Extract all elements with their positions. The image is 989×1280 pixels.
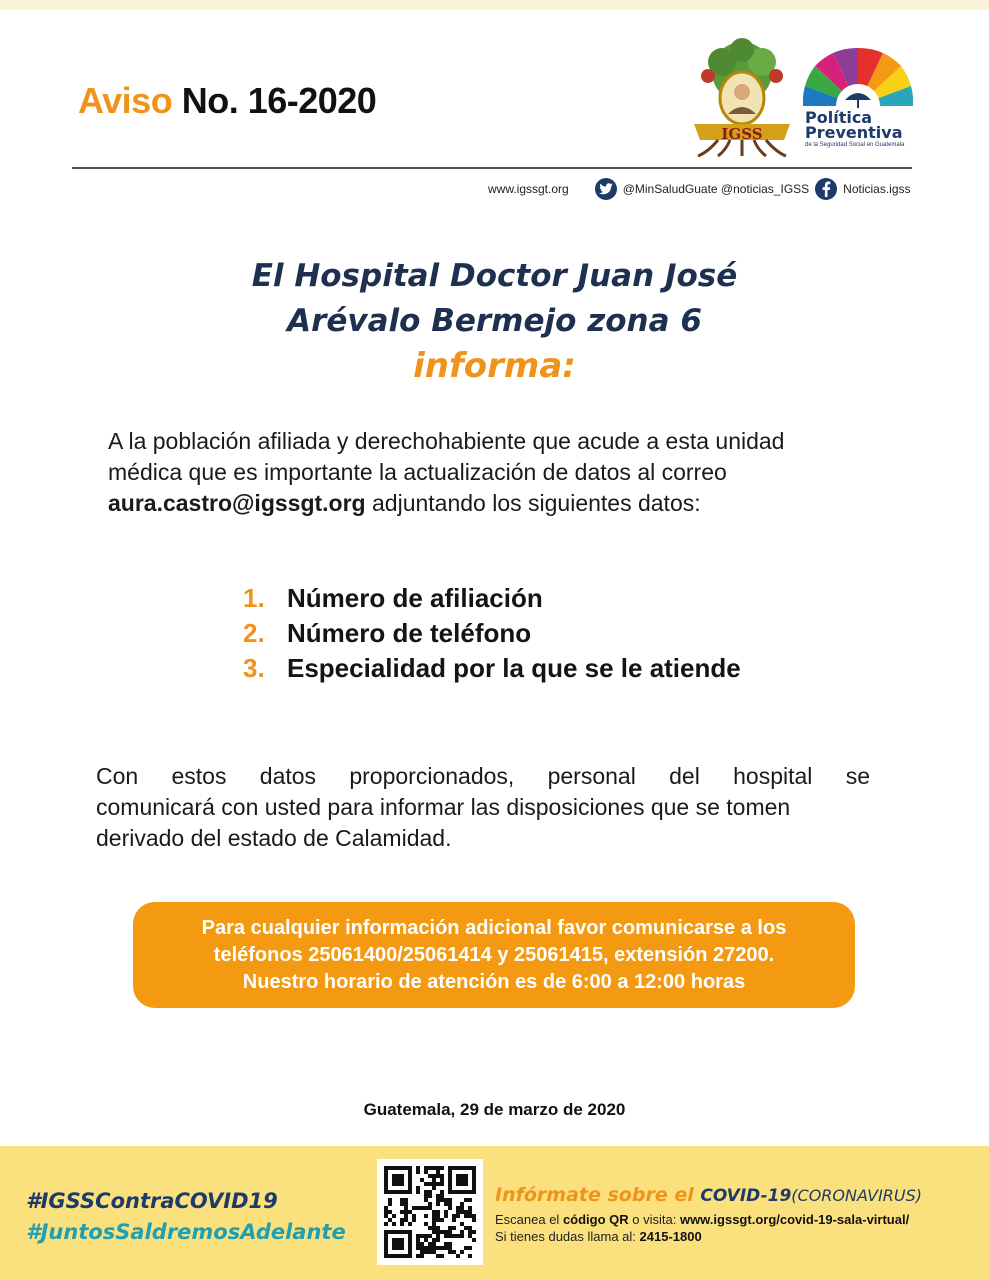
footer-title-part1: Infórmate sobre el: [495, 1184, 701, 1206]
footer-phone-line: [495, 1229, 702, 1244]
footer-phone-number[interactable]: 2415-1800: [639, 1229, 702, 1244]
info-line-1: Para cualquier información adicional favor comunicarse a los: [201, 917, 787, 939]
closing-line-3: derivado del estado de Calamidad.: [96, 825, 452, 851]
twitter-icon: [595, 178, 617, 200]
igss-logo: [688, 36, 796, 158]
info-line-2: teléfonos 25061400/25061414 y 25061415, extensión 27200.: [213, 944, 775, 966]
footer-title: [495, 1184, 922, 1206]
list-item-text: Número de teléfono: [287, 618, 532, 648]
pp-logo-title: [805, 110, 903, 140]
scan-prefix: Escanea el: [495, 1212, 563, 1227]
intro-line-1: A la población afiliada y derechohabiente que acude a esta unidad: [108, 428, 785, 454]
list-item-number: 3.: [243, 653, 265, 683]
date-line: Guatemala, 29 de marzo de 2020: [363, 1100, 626, 1119]
list-item: [243, 618, 741, 653]
list-item-number: 2.: [243, 618, 265, 648]
closing-paragraph: [96, 761, 870, 854]
footer-title-coronavirus: (CORONAVIRUS): [791, 1186, 923, 1205]
info-line-3: Nuestro horario de atención es de 6:00 a 12:00 horas: [242, 971, 746, 993]
closing-line-2: comunicará con usted para informar las disposiciones que se tomen: [96, 794, 791, 820]
intro-line-3: [108, 488, 898, 519]
scan-mid: o visita:: [628, 1212, 680, 1227]
footer-scan-line: [495, 1212, 909, 1227]
pp-logo-line2: Preventiva: [805, 123, 903, 142]
header-divider: [72, 167, 912, 169]
footer-title-covid: COVID-19: [700, 1186, 792, 1206]
footer-url-link[interactable]: www.igssgt.org/covid-19-sala-virtual/: [679, 1212, 910, 1227]
hashtag-igss-contra-covid[interactable]: #IGSSContraCOVID19: [26, 1189, 278, 1213]
intro-line-3-rest: adjuntando los siguientes datos:: [365, 490, 701, 516]
contact-info-box: [133, 902, 855, 1008]
intro-paragraph: [108, 426, 898, 519]
contact-email[interactable]: aura.castro@igssgt.org: [108, 490, 366, 516]
hashtag-juntos-saldremos[interactable]: #JuntosSaldremosAdelante: [26, 1220, 346, 1244]
website-link[interactable]: www.igssgt.org: [488, 182, 569, 196]
aviso-number: No. 16-2020: [181, 80, 377, 121]
pp-logo-line1: Política: [805, 108, 873, 127]
closing-line-1: Con estos datos proporcionados, personal del hospital se: [96, 763, 870, 789]
social-row: [488, 178, 911, 200]
qr-code[interactable]: [377, 1159, 483, 1265]
scan-bold: código QR: [562, 1212, 629, 1227]
twitter-handles[interactable]: @MinSaludGuate @noticias_IGSS: [622, 182, 810, 196]
top-strip: [0, 0, 989, 10]
facebook-icon: [815, 178, 837, 200]
list-item: [243, 653, 741, 688]
list-item-text: Número de afiliación: [287, 583, 543, 613]
politica-preventiva-logo: [803, 44, 913, 154]
facebook-page[interactable]: Noticias.igss: [843, 182, 911, 196]
qr-code-graphic: [384, 1166, 476, 1258]
aviso-word: Aviso: [78, 80, 173, 121]
igss-logo-text: IGSS: [721, 125, 763, 143]
list-item-text: Especialidad por la que se le atiende: [287, 653, 741, 683]
phone-prefix: Si tienes dudas llama al:: [495, 1229, 640, 1244]
list-item: [243, 583, 741, 618]
aviso-title: [78, 80, 376, 122]
intro-line-2: médica que es importante la actualización de datos al correo: [108, 459, 727, 485]
heading-informa: informa:: [413, 346, 576, 386]
requirements-list: [243, 583, 741, 688]
heading-line-1: El Hospital Doctor Juan José: [251, 258, 738, 294]
pp-logo-tagline: de la Seguridad Social en Guatemala: [805, 142, 905, 148]
list-item-number: 1.: [243, 583, 265, 613]
heading-line-2: Arévalo Bermejo zona 6: [287, 303, 702, 339]
footer-banner: [0, 1146, 989, 1280]
